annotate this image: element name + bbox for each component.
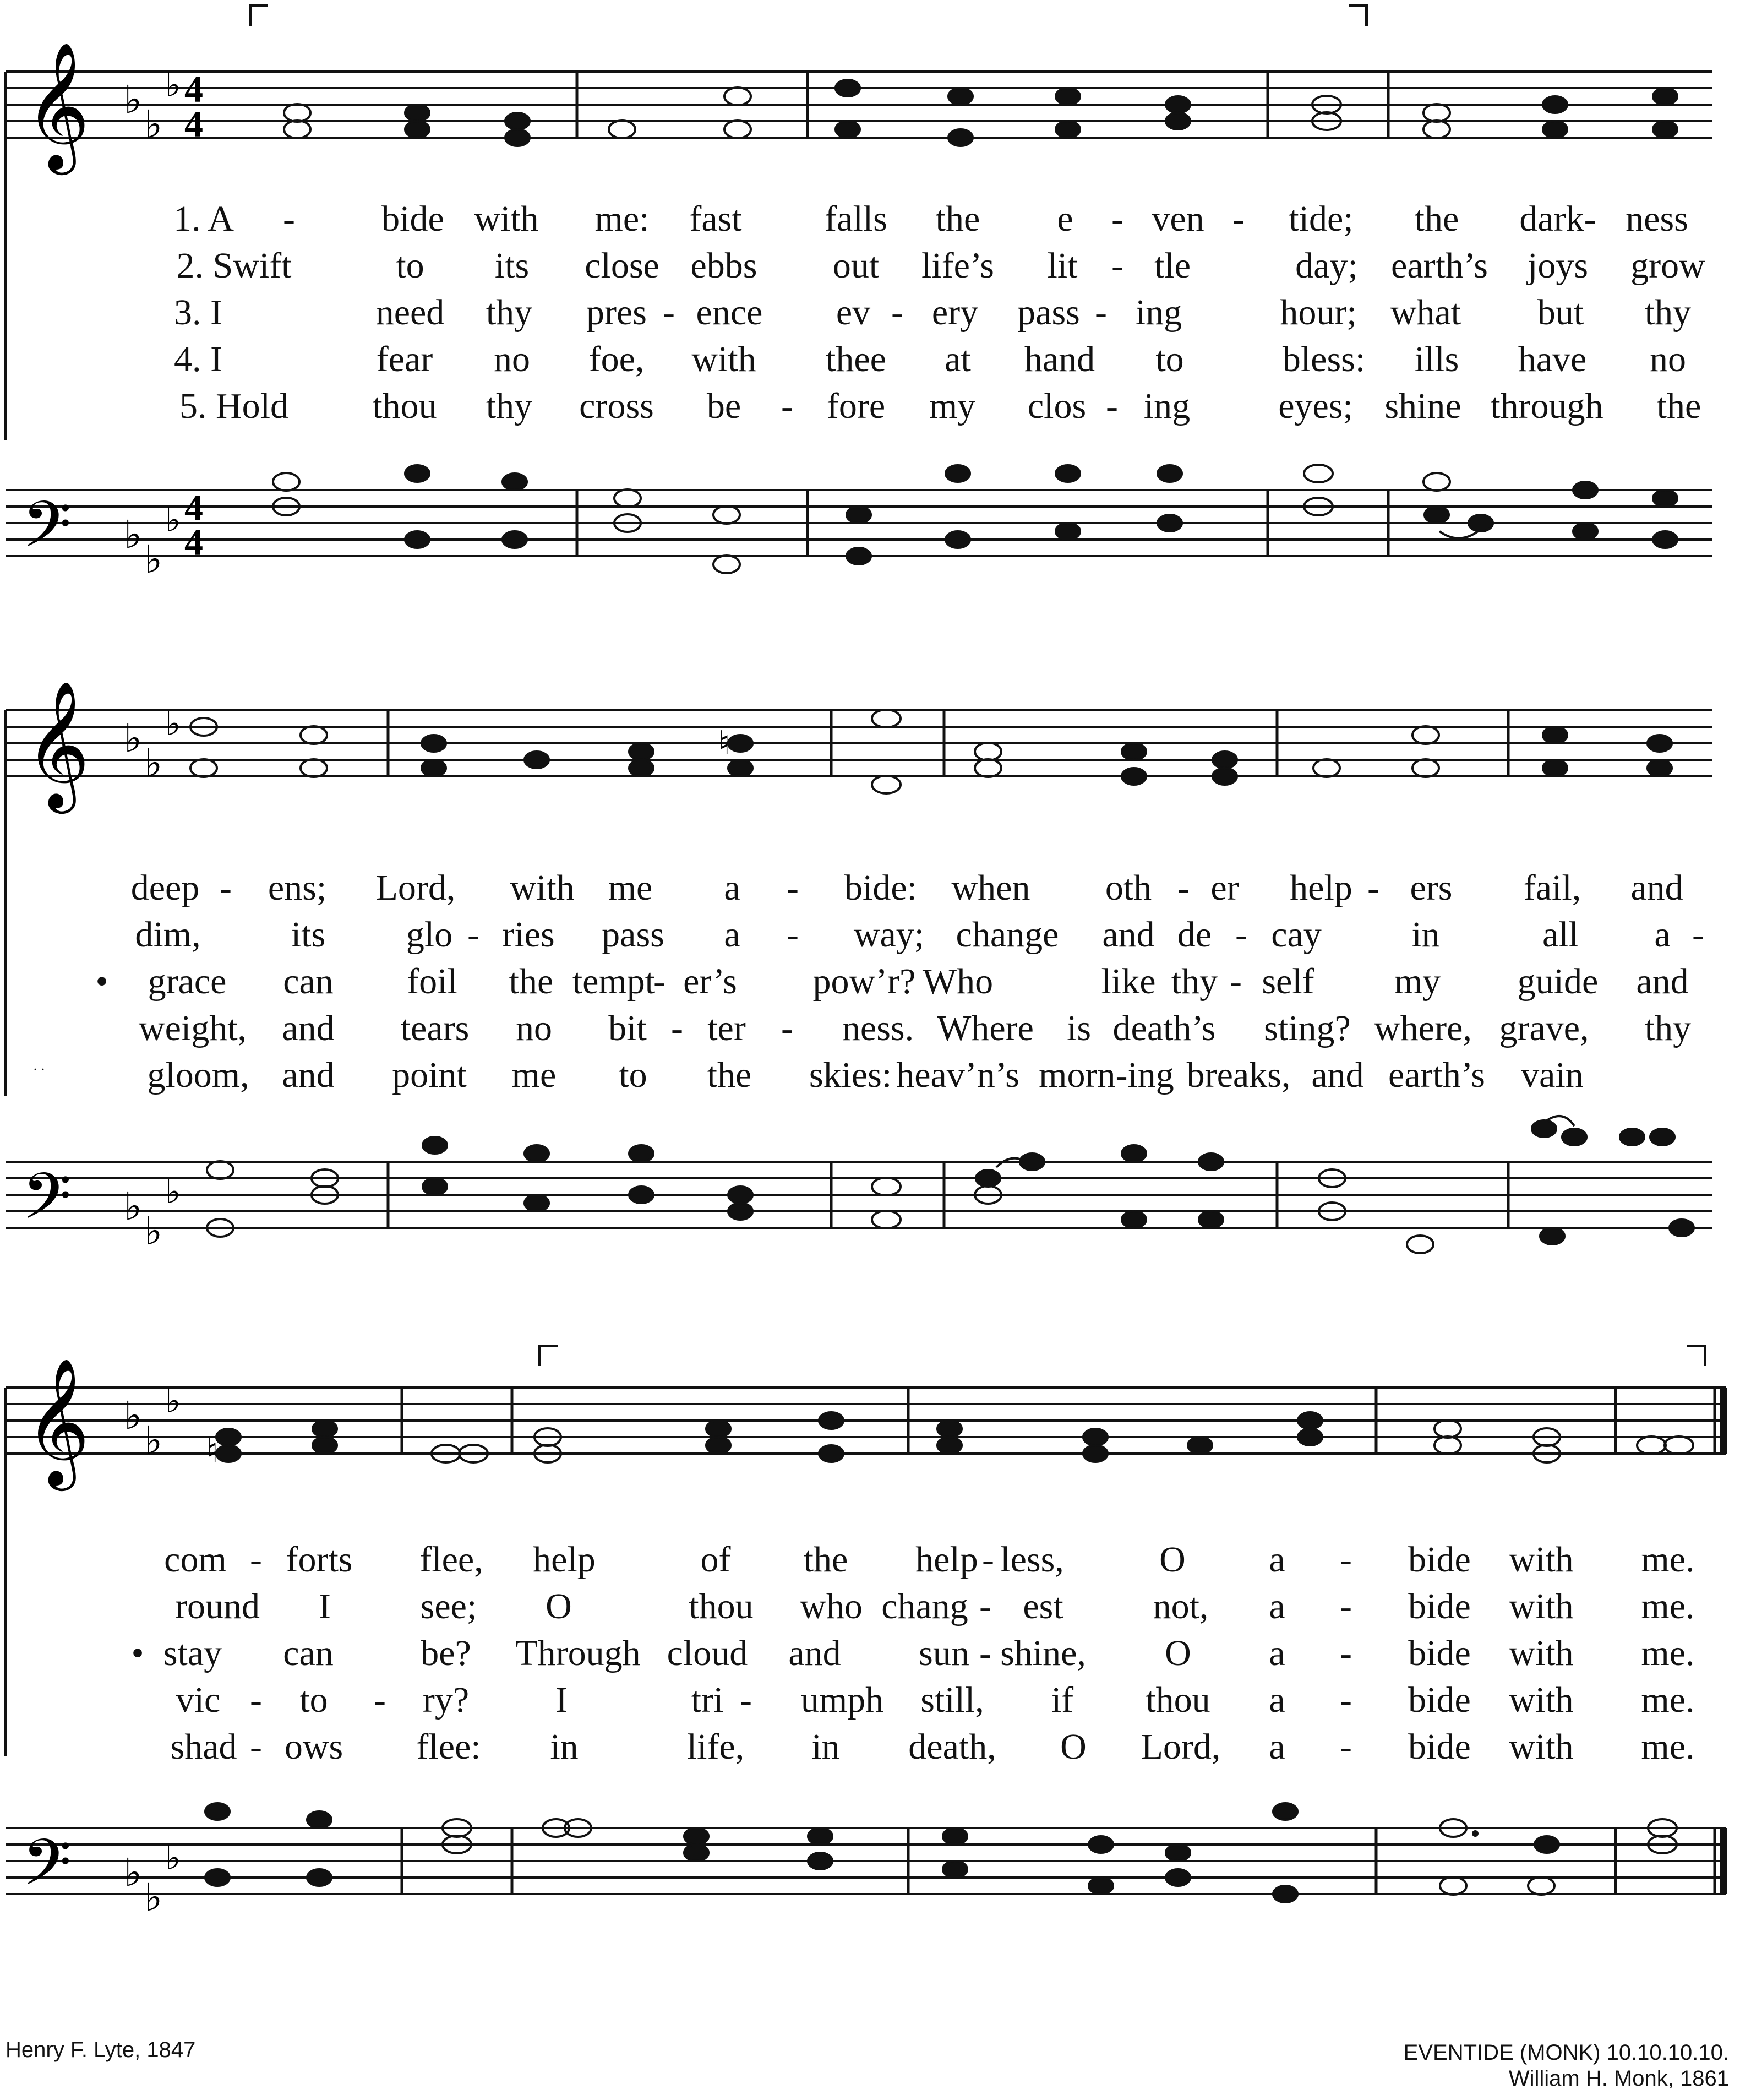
lyric-syllable: - [653, 961, 666, 1002]
phrase-bracket-end [1687, 1345, 1706, 1366]
lyric-syllable: • [131, 1633, 144, 1673]
lyric-syllable: shine, [1000, 1633, 1086, 1673]
lyric-syllable: - [982, 1539, 994, 1580]
svg-text:4: 4 [184, 487, 203, 529]
lyric-syllable: deep [130, 868, 200, 908]
lyric-syllable: have [1518, 339, 1587, 379]
lyric-syllable: tle [1154, 246, 1191, 286]
lyric-syllable: with [1509, 1633, 1574, 1673]
lyric-syllable: bide [381, 199, 444, 239]
lyric-syllable: a [1269, 1539, 1285, 1580]
composer-credit: William H. Monk, 1861 [1508, 2066, 1729, 2091]
lyric-syllable: shad [170, 1727, 237, 1767]
lyric-syllable: help [1290, 868, 1352, 908]
svg-text:𝄞: 𝄞 [25, 680, 90, 808]
lyric-syllable: and [1630, 868, 1683, 908]
lyric-syllable: can [283, 961, 334, 1002]
lyric-syllable: in [550, 1727, 579, 1767]
lyric-syllable: - [671, 1008, 683, 1048]
svg-text:♭: ♭ [144, 537, 163, 582]
lyric-syllable: the [509, 961, 554, 1002]
lyric-syllable: er’s [683, 961, 737, 1002]
lyric-syllable: grow [1630, 246, 1705, 286]
lyric-syllable: with [474, 199, 539, 239]
lyric-syllable: me. [1641, 1727, 1695, 1767]
svg-text:♭: ♭ [144, 741, 163, 786]
lyric-syllable: sun [919, 1633, 969, 1673]
lyric-syllable: est [1023, 1586, 1063, 1626]
lyric-syllable: Lord, [1141, 1727, 1221, 1767]
svg-text:♭: ♭ [124, 716, 143, 761]
phrase-bracket-end [1349, 4, 1368, 26]
lyric-syllable: pass [602, 915, 664, 955]
lyric-syllable: a [1269, 1680, 1285, 1720]
lyric-syllable: Where [937, 1008, 1034, 1048]
lyric-syllable: and [282, 1008, 335, 1048]
lyric-syllable: when [951, 868, 1030, 908]
lyric-syllable: grave, [1499, 1008, 1589, 1048]
lyric-syllable: O [546, 1586, 572, 1626]
lyric-syllable: with [510, 868, 575, 908]
lyric-syllable: - [1177, 868, 1190, 908]
lyric-syllable: can [283, 1633, 334, 1673]
lyric-syllable: bit [608, 1008, 647, 1048]
lyric-syllable: ery [931, 292, 979, 333]
lyric-syllable: shine [1384, 386, 1461, 426]
lyric-syllable: close [585, 246, 659, 286]
lyric-syllable: forts [286, 1539, 353, 1580]
svg-text:♭: ♭ [124, 77, 143, 122]
lyric-syllable: - [1235, 915, 1247, 955]
lyric-syllable: sting? [1264, 1008, 1351, 1048]
lyric-syllable: help [915, 1539, 978, 1580]
lyric-syllable: its [494, 246, 530, 286]
lyric-syllable: ebbs [690, 246, 757, 286]
lyric-syllable: - [467, 915, 479, 955]
lyric-syllable: - [1111, 199, 1123, 239]
lyric-syllable: is [1066, 1008, 1092, 1048]
lyric-syllable: - [250, 1727, 262, 1767]
lyric-syllable: foe, [588, 339, 645, 379]
svg-text:♭: ♭ [165, 1173, 181, 1211]
lyric-syllable: in [811, 1727, 840, 1767]
lyric-syllable: thou [689, 1586, 754, 1626]
lyric-syllable: earth’s [1391, 246, 1488, 286]
lyric-syllable: a [1269, 1633, 1285, 1673]
lyric-syllable: and [1102, 915, 1155, 955]
svg-text:♮: ♮ [206, 1432, 219, 1470]
lyric-syllable: Who [922, 961, 994, 1002]
lyric-syllable: pow’r? [812, 961, 916, 1002]
lyric-syllable: bide [1408, 1586, 1471, 1626]
svg-text:♭: ♭ [124, 1393, 143, 1438]
svg-text:♭: ♭ [165, 1839, 181, 1878]
lyric-syllable: life, [686, 1727, 745, 1767]
lyric-syllable: flee: [416, 1727, 481, 1767]
system-2-bass-staff [0, 1134, 1740, 1299]
lyric-syllable: - [1367, 868, 1379, 908]
lyric-syllable: - [1095, 292, 1107, 333]
lyric-syllable: - [374, 1680, 386, 1720]
svg-text:♭: ♭ [165, 705, 181, 743]
lyric-syllable: thou [1146, 1680, 1210, 1720]
lyric-syllable: through [1490, 386, 1603, 426]
lyric-syllable: joys [1527, 246, 1589, 286]
lyric-syllable: 3. I [174, 292, 222, 333]
lyric-syllable: a [1269, 1586, 1285, 1626]
lyric-syllable: me. [1641, 1539, 1695, 1580]
lyric-syllable: with [691, 339, 756, 379]
lyric-syllable: the [803, 1539, 848, 1580]
svg-text:4: 4 [184, 103, 203, 145]
lyric-syllable: I [555, 1680, 568, 1720]
lyric-syllable: oth [1105, 868, 1152, 908]
lyric-syllable: - [250, 1680, 262, 1720]
system-3-treble-staff [0, 1357, 1740, 1503]
svg-text:♭: ♭ [124, 1850, 143, 1895]
lyric-syllable: tears [400, 1008, 470, 1048]
lyric-syllable: eyes; [1278, 386, 1353, 426]
lyric-syllable: guide [1517, 961, 1599, 1002]
lyric-syllable: morn-ing [1039, 1055, 1174, 1095]
svg-text:♭: ♭ [165, 1382, 181, 1421]
lyric-syllable: less, [1000, 1539, 1064, 1580]
lyric-syllable: who [800, 1586, 863, 1626]
lyric-syllable: stay [163, 1633, 222, 1673]
lyric-syllable: flee, [419, 1539, 483, 1580]
lyric-syllable: way; [853, 915, 925, 955]
lyric-syllable: lit [1047, 246, 1078, 286]
lyric-syllable: fore [826, 386, 886, 426]
lyric-syllable: - [787, 868, 799, 908]
lyric-syllable: breaks, [1186, 1055, 1291, 1095]
lyric-syllable: Lord, [375, 868, 456, 908]
lyric-syllable: I [319, 1586, 331, 1626]
lyric-syllable: and [788, 1633, 841, 1673]
lyric-syllable: with [1509, 1539, 1574, 1580]
lyric-syllable: of [700, 1539, 731, 1580]
lyric-syllable: what [1390, 292, 1461, 333]
treble-clef-icon: 𝄞 [25, 41, 90, 170]
lyric-syllable: O [1165, 1633, 1191, 1673]
lyric-syllable: pres [586, 292, 647, 333]
lyric-syllable: - [1340, 1539, 1352, 1580]
lyric-syllable: change [956, 915, 1059, 955]
lyric-syllable: chang [881, 1586, 968, 1626]
lyric-syllable: and [1636, 961, 1689, 1002]
lyric-syllable: ows [284, 1727, 343, 1767]
svg-text:♭: ♭ [144, 1209, 163, 1254]
lyric-syllable: ter [707, 1008, 746, 1048]
lyric-syllable: no [516, 1008, 552, 1048]
lyric-syllable: round [175, 1586, 260, 1626]
lyric-syllable: at [945, 339, 971, 379]
lyric-syllable: ing [1135, 292, 1182, 333]
lyric-syllable: a [724, 915, 740, 955]
lyric-syllable: ev [836, 292, 871, 333]
lyric-syllable: not, [1153, 1586, 1209, 1626]
lyric-syllable: me. [1641, 1680, 1695, 1720]
lyric-syllable: but [1537, 292, 1584, 333]
lyric-syllable: gloom, [147, 1055, 249, 1095]
lyric-syllable: to [299, 1680, 328, 1720]
lyric-syllable: fear [376, 339, 433, 379]
lyric-syllable: like [1101, 961, 1156, 1002]
lyric-syllable: the [1414, 199, 1459, 239]
lyric-syllable: - [1232, 199, 1245, 239]
lyric-syllable: me: [594, 199, 650, 239]
lyric-syllable: my [1394, 961, 1441, 1002]
lyric-syllable: - [1106, 386, 1118, 426]
svg-text:4: 4 [184, 68, 203, 110]
lyric-syllable: bless: [1282, 339, 1366, 379]
tune-name-meter: EVENTIDE (MONK) 10.10.10.10. [1403, 2041, 1729, 2065]
lyric-syllable: be? [421, 1633, 471, 1673]
lyric-syllable: ness. [842, 1008, 914, 1048]
lyric-syllable: ing [1143, 386, 1191, 426]
lyric-syllable: dim, [135, 915, 201, 955]
lyric-syllable: tempt [572, 961, 656, 1002]
lyric-syllable: - [979, 1633, 991, 1673]
lyric-syllable: thy [486, 386, 533, 426]
phrase-bracket-start [538, 1345, 558, 1366]
lyric-syllable: de [1177, 915, 1212, 955]
lyric-syllable: clos [1027, 386, 1087, 426]
lyric-syllable: - [979, 1586, 991, 1626]
lyric-syllable: help [533, 1539, 596, 1580]
lyric-syllable: er [1210, 868, 1239, 908]
lyric-syllable: grace [148, 961, 227, 1002]
lyric-syllable: a [1654, 915, 1671, 955]
lyric-syllable: self [1262, 961, 1314, 1002]
svg-text:♭: ♭ [144, 102, 163, 147]
lyric-syllable: - [1230, 961, 1242, 1002]
lyric-syllable: ills [1414, 339, 1459, 379]
lyric-syllable: hand [1024, 339, 1095, 379]
lyric-syllable: cloud [667, 1633, 748, 1673]
lyric-syllable: vic [176, 1680, 221, 1720]
lyric-syllable: tide; [1289, 199, 1354, 239]
lyric-syllable: bide [1408, 1539, 1471, 1580]
lyric-syllable: com [164, 1539, 227, 1580]
lyric-syllable: with [1509, 1727, 1574, 1767]
lyric-syllable: day; [1295, 246, 1358, 286]
lyric-syllable: e [1057, 199, 1073, 239]
lyric-syllable: - [1340, 1633, 1352, 1673]
lyric-syllable: still, [920, 1680, 984, 1720]
lyric-syllable: foil [407, 961, 457, 1002]
lyric-syllable: me [511, 1055, 557, 1095]
lyric-syllable: dark- [1519, 199, 1596, 239]
lyric-syllable: thy [1644, 1008, 1692, 1048]
lyric-syllable: if [1051, 1680, 1074, 1720]
lyric-syllable: in [1411, 915, 1440, 955]
lyric-syllable: - [781, 386, 793, 426]
system-3-bass-staff [0, 1800, 1740, 1933]
lyric-syllable: bide [1408, 1633, 1471, 1673]
lyric-syllable: see; [420, 1586, 477, 1626]
lyric-syllable: a [1269, 1727, 1285, 1767]
lyric-syllable: with [1509, 1680, 1574, 1720]
lyric-syllable: the [935, 199, 980, 239]
lyric-syllable: umph [800, 1680, 884, 1720]
lyric-syllable: falls [825, 199, 887, 239]
lyric-syllable: glo [406, 915, 453, 955]
phrase-bracket-start [249, 4, 268, 26]
lyric-syllable: and [1311, 1055, 1364, 1095]
lyric-syllable: cross [579, 386, 654, 426]
lyric-syllable: ry? [422, 1680, 470, 1720]
lyric-syllable: ven [1152, 199, 1204, 239]
lyric-syllable: O [1159, 1539, 1186, 1580]
lyric-syllable: cay [1271, 915, 1322, 955]
lyric-syllable: need [375, 292, 445, 333]
lyric-syllable: hour; [1280, 292, 1357, 333]
lyric-syllable: point [392, 1055, 467, 1095]
lyric-syllable: out [832, 246, 880, 286]
bass-clef-icon: 𝄢 [22, 488, 72, 578]
svg-text:𝄢: 𝄢 [22, 1826, 72, 1916]
lyric-syllable: 2. Swift [176, 246, 292, 286]
lyric-syllable: pass [1017, 292, 1080, 333]
lyric-syllable: - [1111, 246, 1123, 286]
lyric-syllable: skies: [809, 1055, 892, 1095]
lyric-syllable: ers [1410, 868, 1453, 908]
lyric-syllable: ness [1626, 199, 1688, 239]
lyric-syllable: and [282, 1055, 335, 1095]
lyric-syllable: me. [1641, 1586, 1695, 1626]
lyric-syllable: - [1340, 1727, 1352, 1767]
lyric-syllable: me. [1641, 1633, 1695, 1673]
lyric-syllable: thou [372, 386, 437, 426]
lyric-syllable: - [220, 868, 232, 908]
lyric-syllable: all [1542, 915, 1579, 955]
lyric-syllable: - [663, 292, 675, 333]
svg-text:𝄢: 𝄢 [22, 1160, 72, 1249]
svg-text:♭: ♭ [165, 66, 181, 105]
lyric-syllable: tri [691, 1680, 724, 1720]
lyric-syllable: - [781, 1008, 793, 1048]
lyric-syllable: - [740, 1680, 752, 1720]
lyric-syllable: to [619, 1055, 647, 1095]
lyric-syllable: 5. Hold [179, 386, 288, 426]
lyric-syllable: vain [1521, 1055, 1584, 1095]
lyric-syllable: 4. I [174, 339, 222, 379]
text-author-credit: Henry F. Lyte, 1847 [6, 2038, 196, 2062]
lyric-syllable: - [1692, 915, 1704, 955]
decorative-dots: · · [33, 1063, 45, 1077]
lyric-syllable: no [494, 339, 530, 379]
svg-text:♭: ♭ [124, 1184, 143, 1229]
lyric-syllable: the [1656, 386, 1701, 426]
lyric-syllable: where, [1374, 1008, 1472, 1048]
lyric-syllable: ence [696, 292, 763, 333]
lyric-syllable: death’s [1112, 1008, 1216, 1048]
lyric-syllable: to [396, 246, 424, 286]
lyric-syllable: • [95, 961, 108, 1002]
lyric-syllable: bide: [844, 868, 917, 908]
lyric-syllable: thy [1644, 292, 1692, 333]
lyric-syllable: fast [689, 199, 742, 239]
lyric-syllable: 1. A [173, 199, 234, 239]
lyric-syllable: bide [1408, 1727, 1471, 1767]
lyric-syllable: bide [1408, 1680, 1471, 1720]
lyric-syllable: thee [826, 339, 886, 379]
lyric-syllable: no [1650, 339, 1686, 379]
system-1-treble-staff [0, 41, 1740, 187]
svg-text:♭: ♭ [165, 501, 181, 540]
lyric-syllable: earth’s [1388, 1055, 1485, 1095]
lyric-syllable: thy [1171, 961, 1218, 1002]
lyric-syllable: - [283, 199, 295, 239]
lyric-syllable: life’s [921, 246, 994, 286]
lyric-syllable: thy [486, 292, 533, 333]
svg-text:4: 4 [184, 521, 203, 563]
lyric-syllable: Through [515, 1633, 641, 1673]
lyric-syllable: a [724, 868, 740, 908]
lyric-syllable: ries [502, 915, 555, 955]
lyric-syllable: me [608, 868, 653, 908]
svg-text:𝄞: 𝄞 [25, 1357, 90, 1486]
lyric-syllable: its [291, 915, 326, 955]
system-1-bass-staff [0, 463, 1740, 595]
lyric-syllable: death, [908, 1727, 996, 1767]
lyric-syllable: - [891, 292, 903, 333]
lyric-syllable: - [1340, 1586, 1352, 1626]
lyric-syllable: - [787, 915, 799, 955]
lyric-syllable: be [706, 386, 741, 426]
system-2-treble-staff [0, 680, 1740, 826]
lyric-syllable: ens; [268, 868, 327, 908]
lyric-syllable: with [1509, 1586, 1574, 1626]
svg-text:♭: ♭ [144, 1418, 163, 1463]
lyric-syllable: O [1060, 1727, 1087, 1767]
lyric-syllable: to [1155, 339, 1184, 379]
svg-text:♭: ♭ [144, 1875, 163, 1920]
lyric-syllable: my [929, 386, 976, 426]
lyric-syllable: - [1340, 1680, 1352, 1720]
lyric-syllable: - [250, 1539, 262, 1580]
lyric-syllable: heav’n’s [896, 1055, 1019, 1095]
lyric-syllable: fail, [1523, 868, 1581, 908]
svg-text:♮: ♮ [718, 724, 730, 763]
svg-text:♭: ♭ [124, 512, 143, 557]
lyric-syllable: the [707, 1055, 752, 1095]
lyric-syllable: weight, [138, 1008, 247, 1048]
